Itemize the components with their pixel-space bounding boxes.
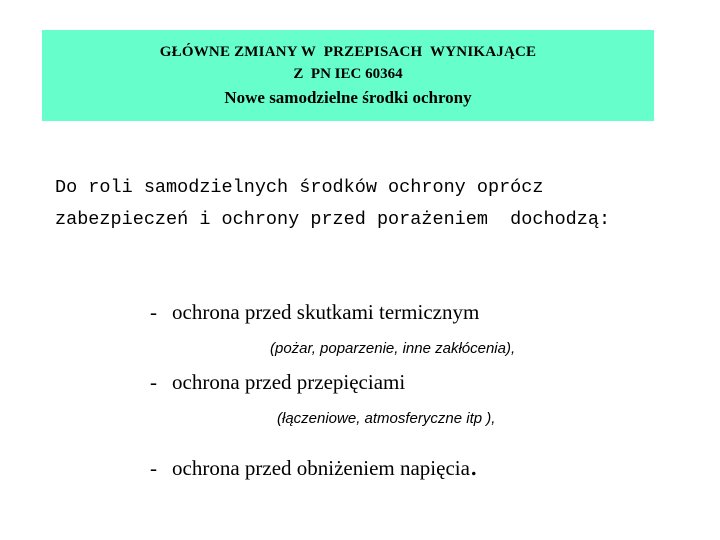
subtitle: Nowe samodzielne środki ochrony: [224, 88, 472, 107]
list-dash: -: [150, 300, 157, 324]
list-item-period: .: [469, 449, 478, 482]
list-item-text: ochrona przed skutkami termicznym: [172, 300, 480, 324]
title-box: [42, 30, 654, 121]
list-item-text: ochrona przed obniżeniem napięcia: [172, 456, 470, 480]
list-item-note-thermal: (pożar, poparzenie, inne zakłócenia),: [270, 340, 516, 357]
intro-line-2: zabezpieczeń i ochrony przed porażeniem dochodzą:: [55, 209, 611, 230]
list-item-undervoltage: [150, 449, 477, 483]
list-item-note-overvoltage: (łączeniowe, atmosferyczne itp ),: [277, 410, 496, 427]
list-dash: -: [150, 456, 157, 480]
intro-paragraph: [55, 172, 610, 236]
intro-line-1: Do roli samodzielnych środków ochrony oprócz: [55, 177, 544, 198]
title-line-1: GŁÓWNE ZMIANY W PRZEPISACH WYNIKAJĄCE: [159, 44, 537, 60]
list-dash: -: [150, 370, 157, 394]
list-item-overvoltage: [150, 370, 405, 395]
list-item-thermal: [150, 300, 479, 325]
list-item-text: ochrona przed przepięciami: [172, 370, 406, 394]
title-line-2: Z PN IEC 60364: [293, 66, 403, 82]
